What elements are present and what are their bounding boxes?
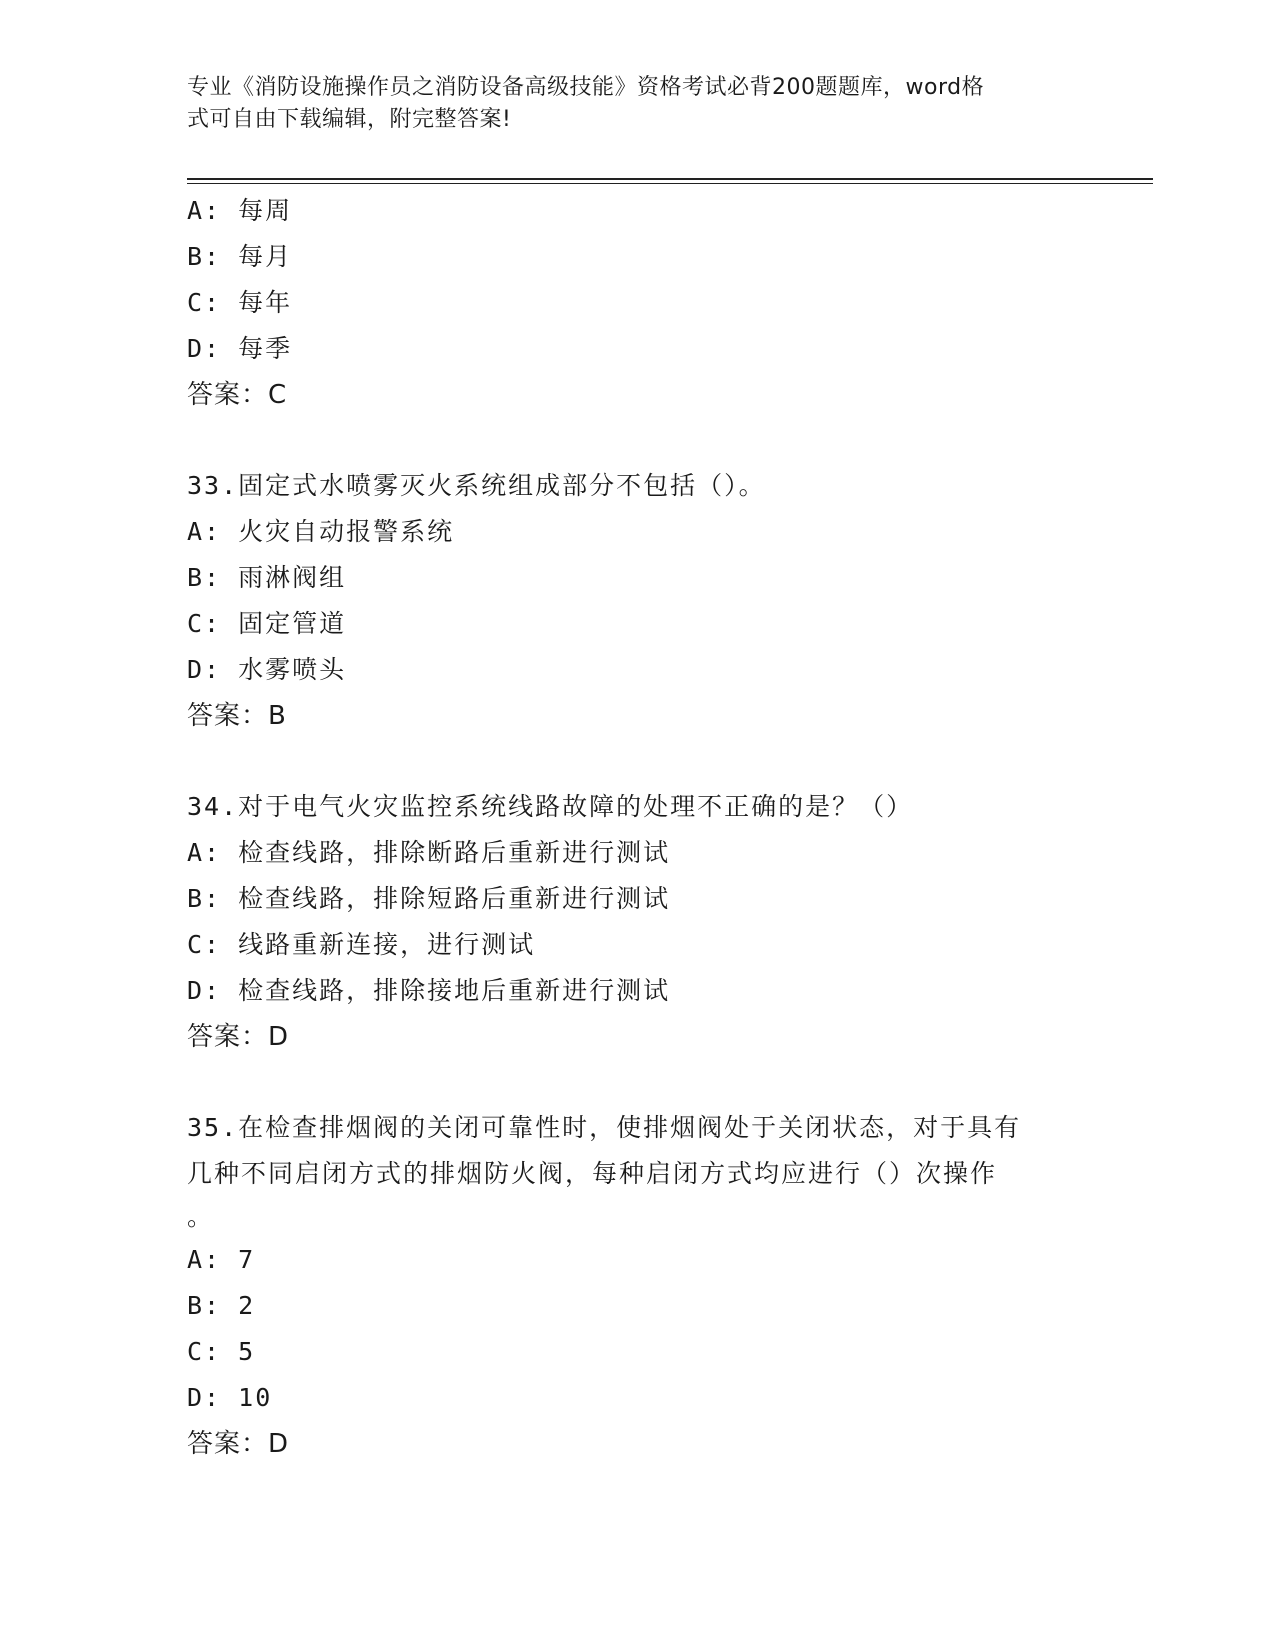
question-text-line-1: 35.在检查排烟阀的关闭可靠性时，使排烟阀处于关闭状态，对于具有	[187, 1113, 1022, 1142]
option-c: C: 每年	[187, 288, 293, 317]
option-d: D: 每季	[187, 334, 293, 363]
option-a: A: 火灾自动报警系统	[187, 517, 455, 546]
answer: 答案：D	[187, 1022, 290, 1052]
answer: 答案：C	[187, 380, 288, 410]
option-c: C: 固定管道	[187, 609, 347, 638]
question-list	[187, 188, 1087, 1467]
option-b: B: 检查线路，排除短路后重新进行测试	[187, 884, 671, 913]
option-a: A: 检查线路，排除断路后重新进行测试	[187, 838, 671, 867]
question-33	[187, 463, 1087, 739]
question-text-line-3: 。	[187, 1202, 215, 1231]
header-rule-thin	[187, 183, 1153, 184]
header-line-2: 式可自由下载编辑，附完整答案!	[187, 107, 512, 132]
option-a: A: 7	[187, 1245, 256, 1274]
option-c: C: 5	[187, 1337, 256, 1366]
question-32	[187, 188, 1087, 418]
header-rule-thick	[187, 178, 1153, 180]
option-d: D: 水雾喷头	[187, 655, 347, 684]
option-a: A: 每周	[187, 196, 293, 225]
question-text-line-2: 几种不同启闭方式的排烟防火阀，每种启闭方式均应进行（）次操作	[187, 1159, 998, 1188]
option-b: B: 雨淋阀组	[187, 563, 347, 592]
question-text: 33.固定式水喷雾灭火系统组成部分不包括（）。	[187, 471, 766, 500]
option-d: D: 检查线路，排除接地后重新进行测试	[187, 976, 671, 1005]
option-b: B: 2	[187, 1291, 256, 1320]
option-c: C: 线路重新连接，进行测试	[187, 930, 536, 959]
question-34	[187, 784, 1087, 1060]
answer: 答案：D	[187, 1429, 290, 1459]
answer: 答案：B	[187, 701, 287, 731]
option-b: B: 每月	[187, 242, 293, 271]
header-line-1: 专业《消防设施操作员之消防设备高级技能》资格考试必背200题题库，word格	[187, 75, 985, 100]
question-text: 34.对于电气火灾监控系统线路故障的处理不正确的是？（）	[187, 792, 914, 821]
question-35	[187, 1105, 1087, 1467]
document-header	[187, 72, 1067, 136]
option-d: D: 10	[187, 1383, 273, 1412]
